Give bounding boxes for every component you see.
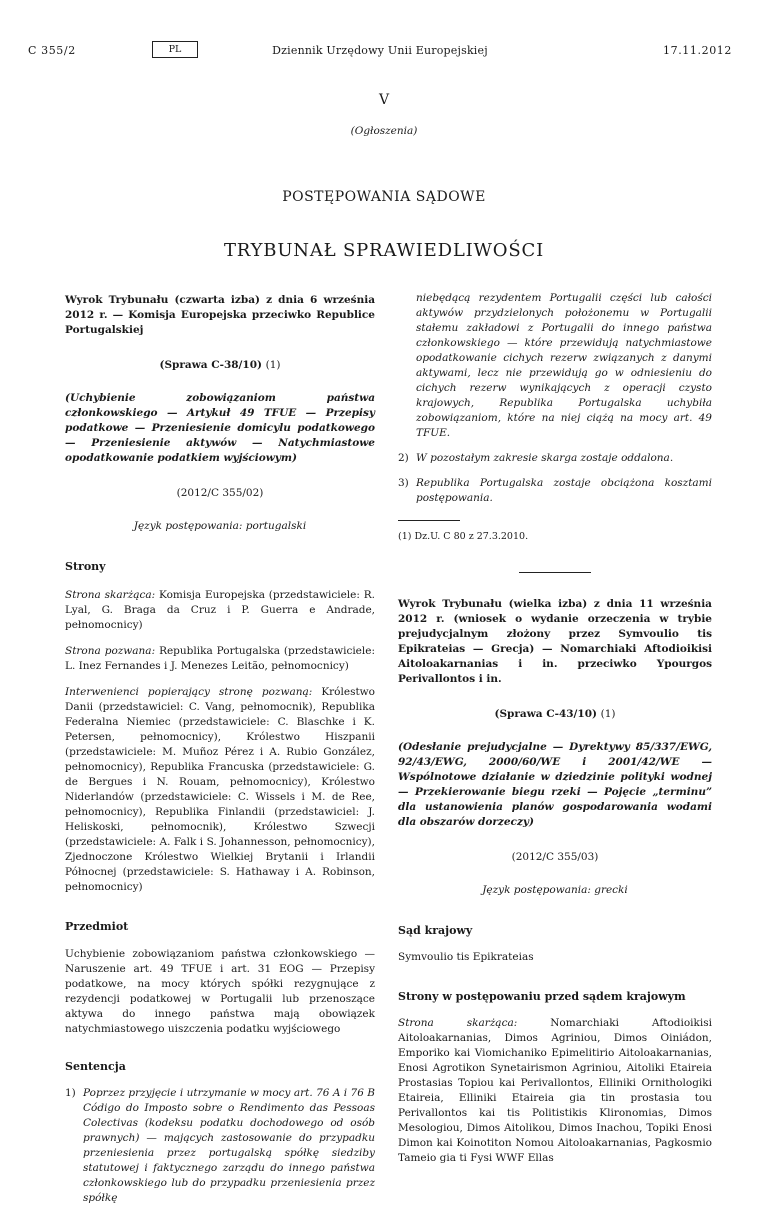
footnote-rule (398, 520, 460, 521)
defendant-text: Republika Portugalska (przedstawiciele: L. Inez Fernandes i J. Menezes Leitão, pełnomocnicy) (65, 645, 376, 672)
case1-parties-heading: Strony (65, 560, 106, 573)
case1-reference: (2012/C 355/02) (176, 487, 264, 499)
interveners-text: Królestwo Danii (przedstawiciel: C. Vang, pełnomocnik), Republika Federalna Niemiec (przedstawiciele: C. Blaschke i K. Petersen, pełnomocnicy), Królestwo Hiszpanii (przedstawiciele: M. Muñoz Pérez i A. Rubio González, pełnomocnicy), Republika Francuska (przedstawiciele: G. de Bergues i N. Rouam, pełnomocnicy), Królestwo Niderlandów (przedstawiciele: C. Wissels i M. de Ree, pełnomocnicy), Republika Finlandii (przedstawiciel: J. Heliskoski, pełnomocnik), Królestwo Szwecji (przedstawiciele: A. Falk i S. Johannesson, pełnomocnicy), Zjednoczone Królestwo Wielkiej Brytanii i Irlandii Północnej (przedstawiciele: S. Hathaway i A. Robinson, pełnomocnicy) (65, 686, 375, 893)
case-separator (519, 572, 591, 573)
case2-applicants (398, 1016, 712, 1166)
case2-court-heading: Sąd krajowy (398, 924, 473, 937)
case2-footnote-ref: (1) (600, 708, 616, 720)
case1-defendant (65, 644, 375, 674)
left-column (65, 293, 375, 1206)
defendant-label: Strona pozwana: (65, 645, 156, 657)
case1-number (65, 358, 375, 373)
case2-parties-heading: Strony w postępowaniu przed sądem krajowym (398, 990, 686, 1003)
case2-number (398, 707, 712, 722)
case1-keywords: (Uchybienie zobowiązaniom państwa członkowskiego — Artykuł 49 TFUE — Przepisy podatkowe — Przeniesienie domicylu podatkowego — Przeniesienie aktywów — Natychmiastowe opodatkowanie podatkiem wyjściowym) (65, 392, 375, 464)
operative-item-3-text: Republika Portugalska zostaje obciążona kosztami postępowania. (416, 477, 712, 504)
case2-applicants-text: Nomarchiaki Aftodioikisi Aitoloakarnanias, Dimos Agriniou, Dimos Oiniádon, Emporiko kai Viomichaniko Epimelitirio Aitoloakarnanias, Enosi Agrotikon Synetairismon Agriniou, Aitoliki Etaireia Prostasias Topiou kai Perivallontos, Elliniki Ornithologiki Etaireia, Elliniki Etaireia gia tin prostasia tou Perivallontos kai tis Politistikis Klironomias, Dimos Mesologiou, Dimos Aitolikou, Dimos Inachou, Topiki Enosi Dimon kai Koinotiton Nomou Aitoloakarnanias, Pagkosmio Tameio gia ti Fysi WWF Ellas (398, 1017, 712, 1164)
case1-footnote: (1) Dz.U. C 80 z 27.3.2010. (398, 531, 529, 542)
case1-applicant (65, 588, 375, 633)
operative-item-2-number: 2) (398, 452, 409, 464)
case1-subject-heading: Przedmiot (65, 920, 129, 933)
court-title: TRYBUNAŁ SPRAWIEDLIWOŚCI (224, 240, 544, 261)
operative-item-1-continued: niebędącą rezydentem Portugalii części lub całości aktywów przydzielonych położonemu w Portugalii stałemu zakładowi z Portugalii do innego państwa członkowskiego — które przewidują natychmiastowe opodatkowanie cichych rezerw związanych z danymi aktywami, lecz nie przewidują go w odniesieniu do cichych rezerw wynikających z operacji czysto krajowych, Republika Portugalska uchybiła zobowiązaniom, które na niej ciążą na mocy art. 49 TFUE. (416, 292, 712, 439)
section-title: POSTĘPOWANIA SĄDOWE (282, 189, 486, 205)
operative-item-1-number: 1) (65, 1087, 76, 1099)
operative-item-3-number: 3) (398, 477, 409, 489)
case1-operative-heading: Sentencja (65, 1060, 126, 1073)
case2-reference: (2012/C 355/03) (511, 851, 599, 863)
operative-item-1 (65, 1086, 375, 1206)
operative-item-2-text: W pozostałym zakresie skarga zostaje oddalona. (416, 452, 674, 464)
page-reference: C 355/2 (28, 44, 76, 57)
case1-subject: Uchybienie zobowiązaniom państwa członkowskiego — Naruszenie art. 49 TFUE i art. 31 EOG — Przepisy podatkowe, na mocy których spółki rezygnujące z rezydencji podatkowej w Portugalii lub przenoszące aktywa do innego państwa mają obowiązek natychmiastowego uiszczenia podatku wyjściowego (65, 948, 375, 1035)
applicant-text: Komisja Europejska (przedstawiciele: R. Lyal, G. Braga da Cruz i P. Guerra e Andrade, pełnomocnicy) (65, 589, 375, 631)
case2-keywords: (Odesłanie prejudycjalne — Dyrektywy 85/337/EWG, 92/43/EWG, 2000/60/WE i 2001/42/WE — Wspólnotowe działanie w dziedzinie polityki wodnej — Przekierowanie biegu rzeki — Pojęcie „terminu” dla ustanowienia planów gospodarowania wodami dla obszarów dorzeczy) (398, 741, 712, 828)
journal-title: Dziennik Urzędowy Unii Europejskiej (272, 44, 488, 57)
part-number: V (378, 92, 390, 108)
interveners-label: Interwenienci popierający stronę pozwaną: (65, 686, 313, 698)
operative-item-2 (398, 451, 712, 466)
case2-applicants-label: Strona skarżąca: (398, 1017, 518, 1029)
case1-language: Język postępowania: portugalski (133, 520, 307, 532)
right-column (398, 291, 712, 1166)
case1-interveners (65, 685, 375, 895)
case2-case-no: (Sprawa C-43/10) (494, 708, 597, 720)
case2-heading: Wyrok Trybunału (wielka izba) z dnia 11 września 2012 r. (wniosek o wydanie orzeczenia w trybie prejudycjalnym złożony przez Symvoulio tis Epikrateias — Grecja) — Nomarchiaki Aftodioikisi Aitoloakarnanias i in. przeciwko Ypourgos Perivallontos i in. (398, 598, 712, 685)
applicant-label: Strona skarżąca: (65, 589, 156, 601)
case2-language: Język postępowania: grecki (482, 884, 628, 896)
operative-item-3 (398, 476, 712, 506)
operative-item-1-text: Poprzez przyjęcie i utrzymanie w mocy art. 76 A i 76 B Código do Imposto sobre o Rendimento das Pessoas Colectivas (kodeksu podatku dochodowego od osób prawnych) — mających zastosowanie do przypadku przeniesienia przez portugalską spółkę siedziby statutowej i faktycznego zarządu do innego państwa członkowskiego lub do przypadku przeniesienia przez spółkę (83, 1087, 375, 1204)
publication-date: 17.11.2012 (663, 44, 732, 57)
case1-heading: Wyrok Trybunału (czwarta izba) z dnia 6 września 2012 r. — Komisja Europejska przeciwko Republice Portugalskiej (65, 294, 375, 336)
part-subtitle: (Ogłoszenia) (350, 125, 418, 137)
case1-footnote-ref: (1) (265, 359, 281, 371)
language-badge: PL (152, 41, 198, 58)
page-header (28, 44, 732, 60)
case2-court: Symvoulio tis Epikrateias (398, 951, 534, 963)
case1-case-no: (Sprawa C-38/10) (159, 359, 262, 371)
